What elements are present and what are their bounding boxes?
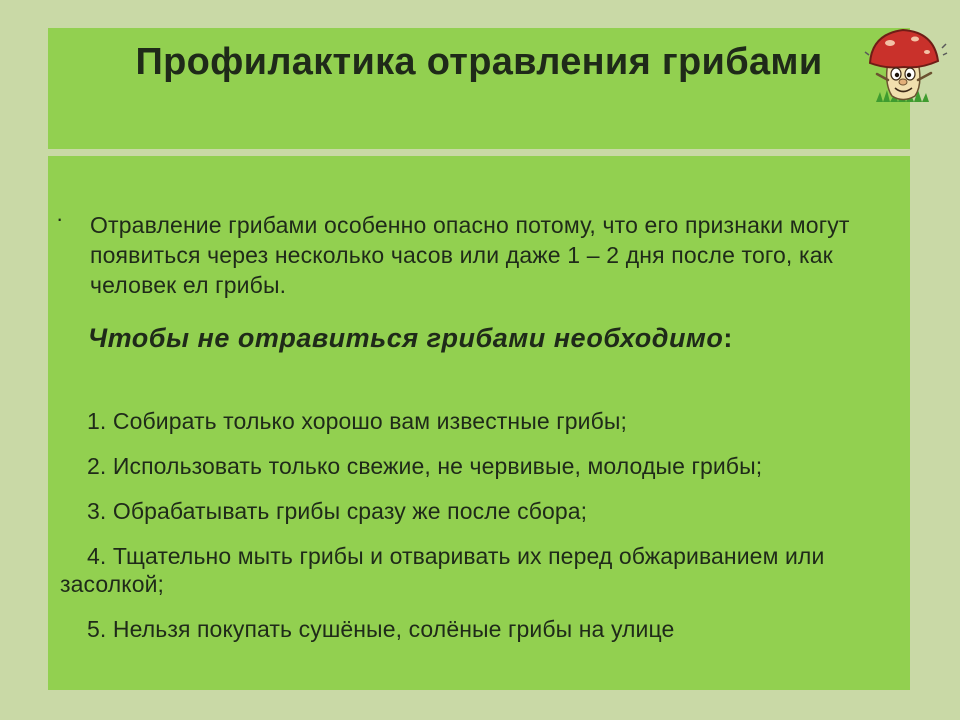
rule-item: 3. Обрабатывать грибы сразу же после сбора; <box>87 498 588 524</box>
mushroom-character-icon <box>862 22 948 108</box>
rules-heading <box>60 323 905 354</box>
rule-item: 5. Нельзя покупать сушёные, солёные грибы на улице <box>87 616 675 642</box>
title-panel <box>48 28 910 149</box>
rules-list <box>60 407 905 660</box>
content-panel <box>48 156 910 690</box>
rule-item: 2. Использовать только свежие, не червивые, молодые грибы; <box>87 453 763 479</box>
bullet-marker: · <box>56 206 64 231</box>
rule-item: 4. Тщательно мыть грибы и отваривать их перед обжариванием или засолкой; <box>60 543 825 597</box>
rules-heading-text: Чтобы не отравиться грибами необходимо <box>88 323 724 353</box>
slide-title: Профилактика отравления грибами <box>135 41 823 83</box>
rule-item: 1. Собирать только хорошо вам известные грибы; <box>87 408 627 434</box>
rules-heading-colon: : <box>723 323 733 353</box>
bullet-text: Отравление грибами особенно опасно потому, что его признаки могут появиться через несколько часов или даже 1 – 2 дня после того, как человек ел грибы. <box>90 212 850 298</box>
bullet-item <box>56 206 901 300</box>
